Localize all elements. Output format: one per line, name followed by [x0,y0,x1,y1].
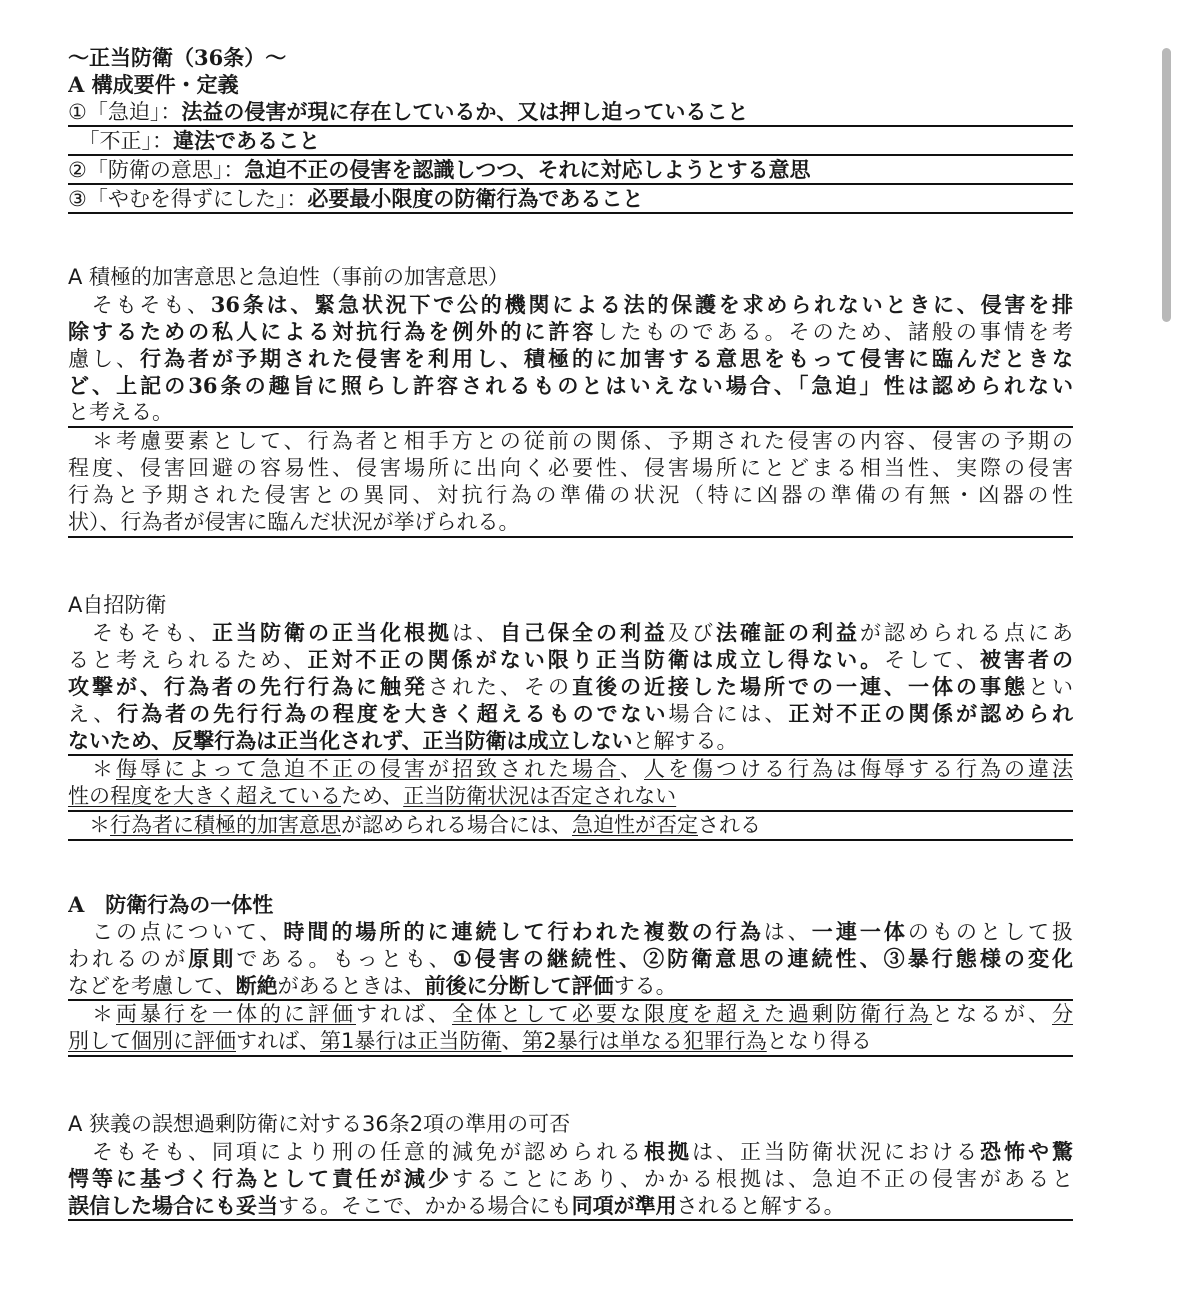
s2-note-line: ＊考慮要素として、行為者と相手方との従前の関係、予期された侵害の内容、侵害の予期の [68,429,1073,453]
s3-heading: A自招防衛 [68,593,167,617]
s3-para-line: 攻撃が、行為者の先行行為に触発された、その直後の近接した場所での一連、一体の事態とい [68,674,1073,699]
s4-note-line: ＊両暴行を一体的に評価すれば、全体として必要な限度を超えた過剰防衛行為となるが、分 [68,1002,1073,1026]
document-page [68,44,1073,1221]
s2-para-line: 慮し、行為者が予期された侵害を利用し、積極的に加害する意思をもって侵害に臨んだときな [68,346,1073,371]
s1-row-unjust: 「不正」：違法であること [68,127,1073,156]
s3-note-line: 性の程度を大きく超えているため、正当防衛状況は否定されない [68,783,1073,812]
s5-para-line: 誤信した場合にも妥当する。そこで、かかる場合にも同項が準用されると解する。 [68,1192,1073,1221]
s4-note-line: 別して個別に評価すれば、第1暴行は正当防衛、第2暴行は単なる犯罪行為となり得る [68,1028,1073,1057]
s1-row-intent: ②「防衛の意思」：急迫不正の侵害を認識しつつ、それに対応しようとする意思 [68,156,1073,185]
s2-para-line: そもそも、36条は、緊急状況下で公的機関による法的保護を求められないときに、侵害を排 [68,292,1073,317]
s1-heading: A 構成要件・定義 [68,72,239,97]
s2-note-line: 状）、行為者が侵害に臨んだ状況が挙げられる。 [68,509,1073,538]
s4-para-line: われるのが原則である。もっとも、①侵害の継続性、②防衛意思の連続性、③暴行態様の変化 [68,946,1073,971]
s5-heading: A 狭義の誤想過剰防衛に対する36条2項の準用の可否 [68,1112,571,1136]
s3-para-line: そもそも、正当防衛の正当化根拠は、自己保全の利益及び法確証の利益が認められる点にあ [68,620,1073,645]
s3-para-line: ると考えられるため、正対不正の関係がない限り正当防衛は成立し得ない。そして、被害者の [68,647,1073,672]
s2-heading: A 積極的加害意思と急迫性（事前の加害意思） [68,265,510,289]
s2-para-line: 除するための私人による対抗行為を例外的に許容したものである。そのため、諸般の事情を考 [68,319,1073,344]
s2-note-line: 行為と予期された侵害との異同、対抗行為の準備の状況（特に凶器の準備の有無・凶器の性 [68,483,1073,507]
s1-row-necessity: ③「やむを得ずにした」：必要最小限度の防衛行為であること [68,185,1073,214]
s3-para-line: え、行為者の先行行為の程度を大きく超えるものでない場合には、正対不正の関係が認められ [68,701,1073,726]
s2-para-line: ど、上記の36条の趣旨に照らし許容されるものとはいえない場合、「急迫」性は認められない [68,373,1073,398]
s2-para-line: と考える。 [68,399,1073,428]
s4-para-line: この点について、時間的場所的に連続して行われた複数の行為は、一連一体のものとして扱 [68,919,1073,944]
s4-heading: A 防衛行為の一体性 [68,892,274,917]
s5-para-line: そもそも、同項により刑の任意的減免が認められる根拠は、正当防衛状況における恐怖や驚 [68,1139,1073,1164]
s3-note-line: ＊侮辱によって急迫不正の侵害が招致された場合、人を傷つける行為は侮辱する行為の違法 [68,757,1073,781]
s3-note-line: ＊行為者に積極的加害意思が認められる場合には、急迫性が否定される [68,812,1073,841]
s2-note-line: 程度、侵害回避の容易性、侵害場所に出向く必要性、侵害場所にとどまる相当性、実際の侵害 [68,456,1073,480]
vertical-scrollbar[interactable] [1162,48,1171,322]
page-title: 〜正当防衛（36条）〜 [68,45,287,70]
s4-para-line: などを考慮して、断絶があるときは、前後に分断して評価する。 [68,972,1073,1001]
s1-row-urgent: ①「急迫」：法益の侵害が現に存在しているか、又は押し迫っていること [68,98,1073,127]
s5-para-line: 愕等に基づく行為として責任が減少することにあり、かかる根拠は、急迫不正の侵害があると [68,1166,1073,1191]
s3-para-line: ないため、反撃行為は正当化されず、正当防衛は成立しないと解する。 [68,727,1073,756]
